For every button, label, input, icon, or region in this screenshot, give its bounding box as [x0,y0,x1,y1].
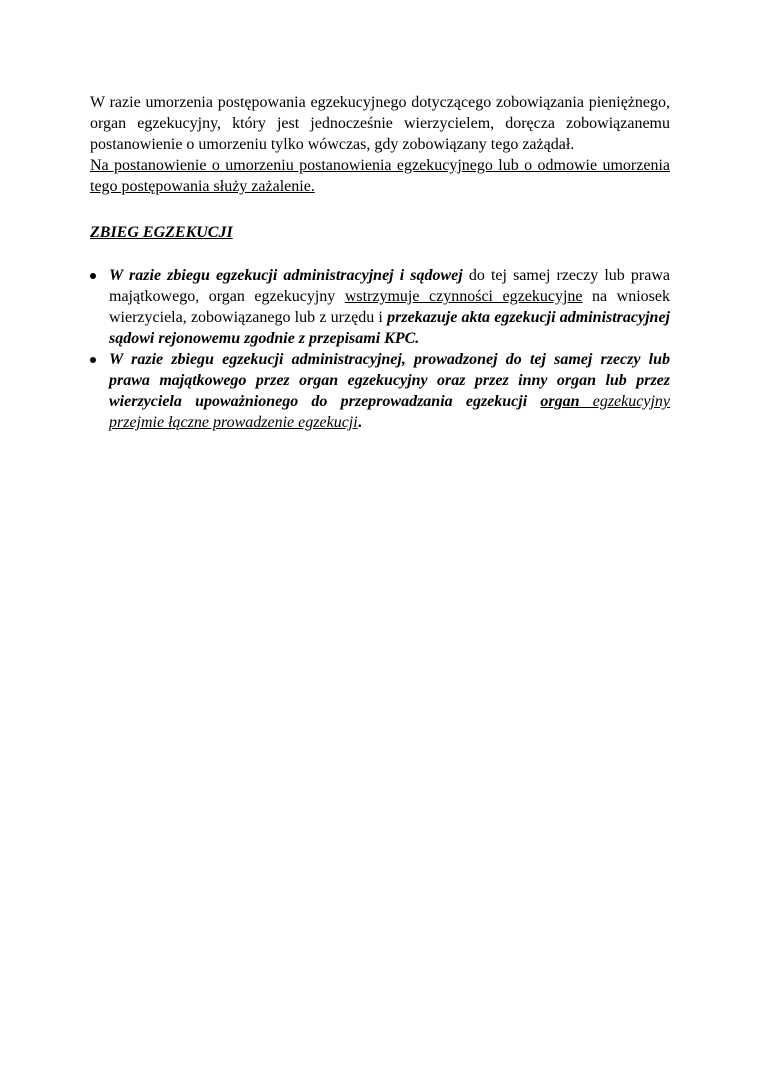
bullet1-text-b: na wniosek wierzyciela, zobowiązanego lub z urzędu i [109,288,671,326]
bullet1-text-a: do tej samej rzeczy lub prawa majątkowego, organ egzekucyjny [109,267,671,305]
bullet2-bold-underlined: organ [540,393,580,410]
bullet-icon [90,273,96,279]
paragraph-discontinuation [90,92,670,155]
document-content [90,92,670,433]
bullet1-underlined: wstrzymuje czynności egzekucyjne [344,288,583,305]
bullet1-bold-end: przekazuje akta egzekucji administracyjnej sądowi rejonowemu zgodnie z przepisami KPC. [109,309,671,347]
bullet-item-admin-other [90,349,670,433]
bullet-item-admin-court [90,265,670,349]
bullet-list [90,265,670,433]
paragraph-discontinuation-text: W razie umorzenia postępowania egzekucyjnego dotyczącego zobowiązania pieniężnego, organ egzekucyjny, który jest jednocześnie wierzycielem, doręcza zobowiązanemu postanowienie o umorzeniu tylko wówczas, gdy zobowiązany tego zażądał. [90,94,670,153]
bullet2-bold-start: W razie zbiegu egzekucji administracyjnej, prowadzonej do tej samej rzeczy lub prawa majątkowego przez organ egzekucyjny oraz przez inny organ lub przez wierzyciela upoważnionego do przeprowadzania egzekucji [109,351,670,410]
bullet1-bold-start: W razie zbiegu egzekucji administracyjnej i sądowej [109,267,463,284]
paragraph-complaint-text: Na postanowienie o umorzeniu postanowienia egzekucyjnego lub o odmowie umorzenia tego postępowania służy zażalenie. [90,157,670,195]
bullet-icon [90,357,96,363]
bullet2-end-mark: . [357,414,362,431]
bullet2-italic-underlined: egzekucyjny przejmie łączne prowadzenie egzekucji [109,393,671,431]
paragraph-complaint [90,155,670,197]
section-heading: ZBIEG EGZEKUCJI [90,224,233,241]
